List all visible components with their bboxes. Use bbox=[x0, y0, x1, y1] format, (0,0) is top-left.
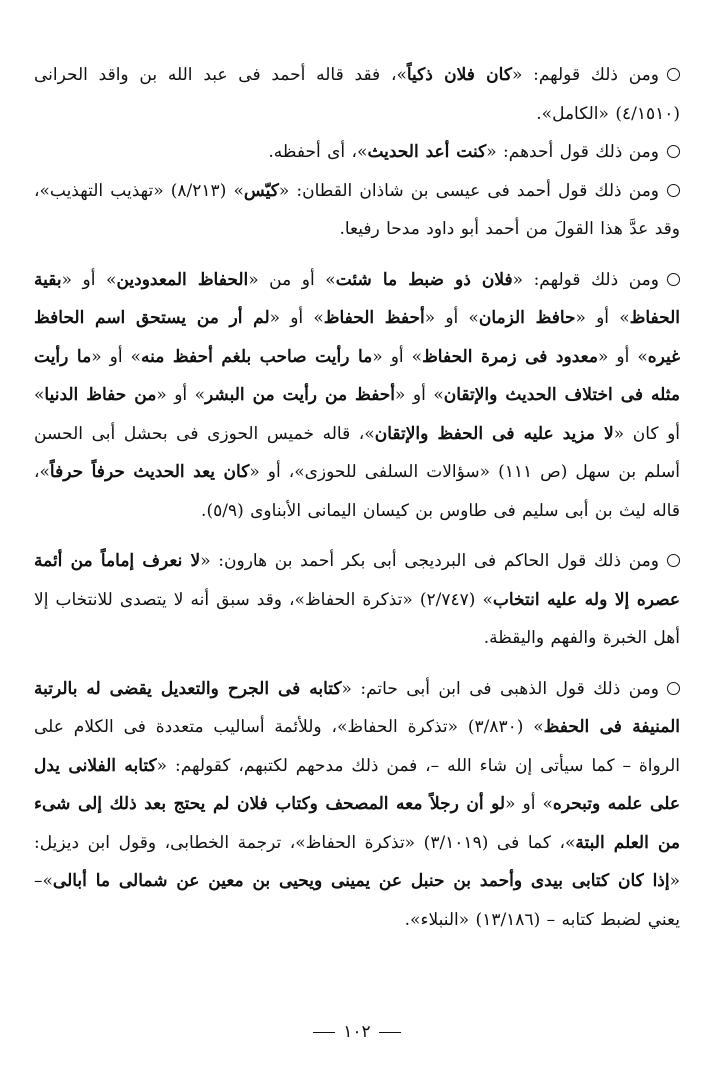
text-run: » أو « bbox=[575, 308, 630, 328]
text-run: »، قاله خميس الحوزى فى بحشل أبى الحسن أسلم بن سهل (ص ١١١) «سؤالات السلفى للحوزى»، أو « bbox=[34, 423, 680, 482]
text-run: ومن ذلك قولهم: « bbox=[511, 65, 659, 85]
paragraph bbox=[34, 56, 680, 133]
quoted-term: لم أر من يستحق اسم الحافظ غيره bbox=[34, 308, 681, 367]
circle-bullet-icon bbox=[667, 145, 680, 158]
text-run: »– يعني لضبط كتابه – (١٣/١٨٦) «النبلاء». bbox=[34, 871, 680, 930]
paragraph bbox=[34, 542, 680, 658]
text-run: » أو « bbox=[395, 385, 444, 405]
text-run: » أو « bbox=[505, 794, 553, 814]
quoted-term: معدود فى زمرة الحفاظ bbox=[422, 346, 598, 367]
text-run: ومن ذلك قول أحمد فى عيسى بن شاذان القطان: « bbox=[278, 180, 660, 201]
quoted-term: بقية الحفاظ bbox=[34, 269, 680, 328]
text-run: ومن ذلك قول الحاكم فى البرديجى أبى بكر أحمد بن هارون: « bbox=[200, 551, 659, 571]
circle-bullet-icon bbox=[667, 184, 680, 197]
text-run: » أو « bbox=[372, 346, 423, 367]
quoted-term: كان فلان ذكياً bbox=[406, 65, 512, 85]
quoted-term: أحفظ من رأيت من البشر bbox=[205, 385, 396, 405]
circle-bullet-icon bbox=[667, 68, 680, 81]
circle-bullet-icon bbox=[667, 682, 680, 695]
quoted-term: كيّس bbox=[243, 180, 279, 201]
text-run: ومن ذلك قول أحدهم: « bbox=[486, 142, 659, 162]
text-run: » (٣/٨٣٠) «تذكرة الحفاظ»، وللأئمة أساليب متعددة فى الكلام على الرواة – كما سيأتى إن شاء الله –، فمن ذلك مدحهم لكتبهم، كقولهم: « bbox=[34, 717, 680, 776]
text-run: »، فقد قاله أحمد فى عبد الله بن واقد الحرانى (٤/١٥١٠) «الكامل». bbox=[34, 65, 680, 124]
quoted-term: كتابه الفلانى يدل على علمه وتبحره bbox=[34, 755, 680, 814]
page-footer bbox=[0, 1022, 714, 1042]
text-run: » (٨/٢١٣) «تهذيب التهذيب»، وقد عدَّ هذا القولَ من أحمد أبو داود مدحا رفيعا. bbox=[34, 180, 680, 239]
quoted-term: لو أن رجلاً معه المصحف وكتاب فلان لم يحتج بعد ذلك إلى شىء من العلم البتة bbox=[34, 794, 680, 853]
text-run: »، أى أحفظه. bbox=[268, 142, 368, 162]
circle-bullet-icon bbox=[667, 273, 680, 286]
text-run: » أو « bbox=[424, 308, 479, 328]
text-run: » (٢/٧٤٧) «تذكرة الحفاظ»، وقد سبق أنه لا يتصدى للانتخاب إلا أهل الخبرة والفهم واليقظة. bbox=[34, 589, 680, 648]
circle-bullet-icon bbox=[667, 554, 680, 567]
text-run: » أو من « bbox=[248, 269, 336, 290]
quoted-term: ما رأيت مثله فى اختلاف الحديث والإتقان bbox=[34, 346, 680, 405]
text-run: » أو كان « bbox=[34, 385, 681, 444]
page-number: ١٠٢ bbox=[343, 1022, 371, 1042]
quoted-term: أحفظ الحفاظ bbox=[323, 308, 425, 328]
footer-dash-right bbox=[379, 1032, 401, 1033]
quoted-term: الحفاظ المعدودين bbox=[116, 269, 249, 290]
paragraph bbox=[34, 261, 680, 531]
text-run: » أو « bbox=[156, 385, 206, 405]
text-run: » أو « bbox=[269, 308, 324, 328]
text-run: » أو « bbox=[91, 346, 141, 367]
quoted-term: من حفاظ الدنيا bbox=[44, 385, 157, 405]
text-run: ومن ذلك قولهم: « bbox=[512, 269, 660, 290]
quoted-term: كنت أعد الحديث bbox=[367, 142, 487, 162]
text-run: ومن ذلك قول الذهبى فى ابن أبى حاتم: « bbox=[341, 678, 659, 699]
paragraph bbox=[34, 133, 680, 172]
footer-dash-left bbox=[313, 1032, 335, 1033]
quoted-term: كتابه فى الجرح والتعديل يقضى له بالرتبة المنيفة فى الحفظ bbox=[34, 678, 680, 737]
text-run: » أو « bbox=[61, 269, 117, 290]
text-run: »، قاله ليث بن أبى سليم فى طاوس بن كيسان اليمانى الأبناوى (٥/٩). bbox=[34, 462, 680, 521]
document-body bbox=[34, 56, 680, 939]
quoted-term: حافظ الزمان bbox=[478, 308, 576, 328]
quoted-term: ما رأيت صاحب بلغم أحفظ منه bbox=[140, 346, 373, 367]
text-run: »، كما فى (٣/١٠١٩) «تذكرة الحفاظ»، ترجمة الخطابى، وقول ابن ديزيل: « bbox=[34, 832, 680, 891]
quoted-term: لا مزيد عليه فى الحفظ والإتقان bbox=[374, 423, 614, 444]
quoted-term: إذا كان كتابى بيدى وأحمد بن حنبل عن يمينى ويحيى بن معين عن شمالى ما أبالى bbox=[52, 871, 670, 891]
quoted-term: كان يعد الحديث حرفاً حرفاً bbox=[49, 462, 250, 482]
paragraph bbox=[34, 172, 680, 249]
paragraph bbox=[34, 670, 680, 940]
quoted-term: فلان ذو ضبط ما شئت bbox=[335, 269, 513, 290]
text-run: » أو « bbox=[597, 346, 648, 367]
quoted-term: لا نعرف إماماً من أئمة عصره إلا وله عليه انتخاب bbox=[34, 551, 681, 610]
